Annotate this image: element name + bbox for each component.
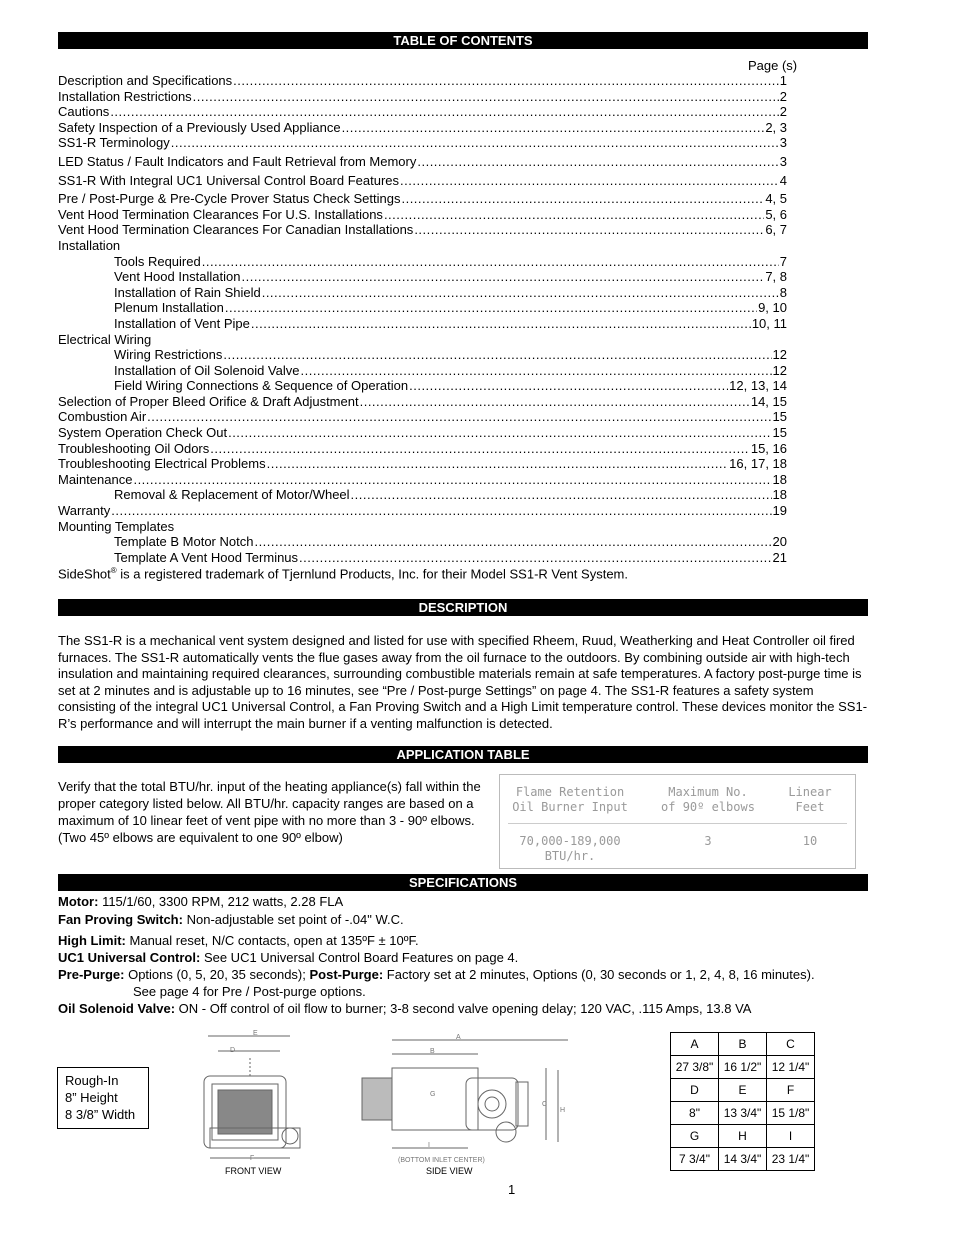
toc-entry-page: 8 [779,284,787,300]
toc-entry-title: Description and Specifications [58,73,233,88]
toc-entry-page: 4 [779,172,787,188]
toc-leader-dots [241,269,764,285]
toc-leader-dots [147,409,771,425]
toc-entry-page: 7 [779,253,787,269]
toc-leader-dots [351,487,772,503]
dimension-letter: A [671,1033,719,1056]
toc-entry-title: Warranty [58,503,111,519]
label-c: C [542,1101,548,1108]
toc-entry [58,347,787,363]
dimension-letter: C [767,1033,815,1056]
toc-entry [58,104,787,120]
toc-entry-page: 2 [779,104,787,120]
side-view-caption: SIDE VIEW [426,1166,473,1176]
toc-entry [58,409,787,425]
dimension-value: 27 3/8" [671,1056,719,1079]
toc-entry [58,191,787,207]
front-view-drawing [190,1028,310,1166]
toc-leader-dots [400,173,779,189]
dimension-letter: G [671,1125,719,1148]
table-row [671,1079,815,1102]
toc-entry-title: Template A Vent Hood Terminus [114,549,299,565]
spec-motor: Motor: 115/1/60, 3300 RPM, 212 watts, 2.28 FLA [58,894,344,909]
toc-leader-dots [171,135,779,151]
toc-entry-page: 18 [772,471,787,487]
toc-entry-page: 3 [779,135,787,151]
toc-entry [58,363,787,379]
toc-entry [58,207,787,223]
dimension-letter: E [719,1079,767,1102]
application-capacity-table [499,774,856,869]
toc-entry [58,425,787,441]
toc-leader-dots [254,534,771,550]
toc-entry-title: SS1-R With Integral UC1 Universal Control Board Features [58,172,400,188]
toc-entry-title: Troubleshooting Electrical Problems [58,456,266,472]
toc-entry-title: Pre / Post-Purge & Pre-Cycle Prover Status Check Settings [58,191,401,207]
label-f: F [250,1155,255,1162]
spec-fan-proving: Fan Proving Switch: Non-adjustable set point of -.04" W.C. [58,912,404,927]
toc-entry-title: Maintenance [58,471,133,487]
toc-entry-page: 21 [772,549,787,565]
front-view-caption: FRONT VIEW [225,1166,282,1176]
toc-entry-page: 12 [772,362,787,378]
toc-leader-dots [202,254,779,270]
table-divider [508,823,847,824]
toc-entry [58,254,787,270]
toc-entry [58,135,787,151]
toc-leader-dots [300,363,771,379]
dimension-value: 12 1/4" [767,1056,815,1079]
toc-entry [58,154,787,170]
toc-entry-title: Installation of Rain Shield [114,284,261,300]
toc-entry-page: 9, 10 [758,300,787,316]
toc-entry [58,503,787,519]
toc-leader-dots [417,154,778,170]
toc-entry [58,378,787,394]
table-row [671,1125,815,1148]
side-view-drawing [358,1030,573,1166]
col2-header: Maximum No. of 90º elbows [661,785,755,814]
toc-entry [58,487,787,503]
col2-value: 3 [704,834,712,848]
toc-entry-page: 12, 13, 14 [729,378,787,394]
spec-uc1: UC1 Universal Control: See UC1 Universal Control Board Features on page 4. [58,950,519,965]
toc-entry-title: Installation of Oil Solenoid Valve [114,362,300,378]
col1-value: 70,000-189,000 BTU/hr. [519,834,621,863]
trademark-note: SideShot® is a registered trademark of Tjernlund Products, Inc. for their Model SS1-R Vent System. [58,566,628,582]
label-g: G [430,1091,436,1098]
toc-entry [58,394,787,410]
table-row [671,1033,815,1056]
toc-entry-title: Safety Inspection of a Previously Used Appliance [58,119,341,135]
toc-entry-page: 15 [772,425,787,441]
label-i: I [428,1142,430,1149]
col3-value: 10 [802,834,818,848]
table-of-contents [58,73,787,565]
toc-leader-dots [193,89,779,105]
label-e: E [253,1030,258,1037]
toc-entry-title: Vent Hood Installation [114,269,241,285]
toc-entry-page: 12 [772,347,787,363]
toc-entry-title: Vent Hood Termination Clearances For Canadian Installations [58,222,414,238]
toc-entry-title: LED Status / Fault Indicators and Fault Retrieval from Memory [58,153,417,169]
toc-entry-title: Selection of Proper Bleed Orifice & Draft Adjustment [58,393,359,409]
toc-entry-title: Removal & Replacement of Motor/Wheel [114,487,350,503]
toc-entry [58,332,787,348]
spec-oil-valve: Oil Solenoid Valve: ON - Off control of oil flow to burner; 3-8 second valve opening delay; 120 VAC, .115 Amps, 13.8 VA [58,1001,752,1016]
toc-entry-page: 1 [779,73,787,88]
toc-leader-dots [210,441,750,457]
toc-leader-dots [262,285,779,301]
toc-leader-dots [233,73,779,89]
toc-entry-page: 18 [772,487,787,503]
label-b: B [430,1048,435,1055]
spec-purge: Pre-Purge: Options (0, 5, 20, 35 seconds); Post-Purge: Factory set at 2 minutes, Options (0, 30 seconds or 1, 2, 4, 8, 16 minutes). [58,967,815,982]
toc-entry-page: 20 [772,534,787,550]
toc-page-label: Page (s) [748,58,798,73]
toc-leader-dots [342,120,765,136]
toc-entry-page: 7, 8 [765,269,787,285]
dimension-value: 8" [671,1102,719,1125]
toc-leader-dots [267,456,729,472]
toc-leader-dots [360,394,750,410]
toc-entry-title: Field Wiring Connections & Sequence of Operation [114,378,409,394]
toc-entry-page: 6, 7 [765,222,787,238]
toc-entry [58,285,787,301]
application-header: APPLICATION TABLE [58,746,868,763]
toc-leader-dots [409,378,728,394]
toc-entry-page: 10, 11 [751,315,787,331]
rough-in-box: Rough-In 8” Height 8 3/8” Width [57,1067,149,1129]
toc-entry [58,238,787,254]
toc-leader-dots [251,316,751,332]
toc-entry-title: Template B Motor Notch [114,534,254,550]
toc-entry [58,534,787,550]
toc-entry [58,519,787,535]
toc-entry-page: 4, 5 [765,191,787,207]
dimension-letter: I [767,1125,815,1148]
toc-entry-page: 16, 17, 18 [729,456,787,472]
col3-header: Linear Feet [788,785,832,814]
toc-entry-title: Installation [58,237,121,253]
toc-leader-dots [414,222,764,238]
toc-leader-dots [384,207,764,223]
specifications-header: SPECIFICATIONS [58,874,868,891]
toc-entry [58,441,787,457]
toc-entry-title: Cautions [58,104,110,120]
dimension-value: 13 3/4" [719,1102,767,1125]
application-text: Verify that the total BTU/hr. input of the heating appliance(s) fall within the proper category listed below. All BTU/hr. capacity ranges are based on a maximum of 10 linear feet of vent pipe with no more than 3 - 90º elbows. (Two 45º elbows are equivalent to one 90º elbow) [58,779,481,845]
dimension-value: 16 1/2" [719,1056,767,1079]
toc-entry-page: 5, 6 [765,206,787,222]
toc-entry-title: Combustion Air [58,409,147,425]
spec-high-limit: High Limit: Manual reset, N/C contacts, open at 135ºF ± 10ºF. [58,933,419,948]
table-row [671,1056,815,1079]
toc-leader-dots [299,550,771,566]
toc-entry [58,316,787,332]
dimension-value: 14 3/4" [719,1148,767,1171]
table-row [671,1148,815,1171]
toc-entry-page: 15 [772,409,787,425]
toc-header: TABLE OF CONTENTS [58,32,868,49]
label-d: D [230,1047,236,1054]
dimension-letter: D [671,1079,719,1102]
toc-entry [58,269,787,285]
toc-leader-dots [223,347,771,363]
toc-entry [58,89,787,105]
toc-leader-dots [401,191,764,207]
label-a: A [456,1034,461,1041]
toc-leader-dots [110,104,778,120]
toc-entry [58,120,787,136]
toc-entry-page: 15, 16 [750,440,787,456]
toc-entry [58,173,787,189]
dimension-letter: B [719,1033,767,1056]
toc-entry [58,550,787,566]
toc-leader-dots [225,300,757,316]
toc-entry-title: System Operation Check Out [58,425,228,441]
toc-entry-title: Vent Hood Termination Clearances For U.S. Installations [58,206,383,222]
toc-entry-page: 19 [772,503,787,519]
toc-entry-title: Wiring Restrictions [114,347,223,363]
bottom-inlet-label: (BOTTOM INLET CENTER) [398,1157,485,1164]
description-text: The SS1-R is a mechanical vent system designed and listed for use with specified Rheem, Ruud, Weatherking and Heat Controller oil fired furnaces. The SS1-R automatically vents the flue gases away from the oil furnace to the outdoors. By combining outside air with high-tech insulation and maintaining required clearances, surrounding combustible materials remain at safe temperatures. A factory post-purge time is set at 2 minutes and is adjustable up to 16 minutes, see “Pre / Post-purge Settings” on page 4. The SS1-R features a safety system consisting of the integral UC1 Universal Control, a Fan Proving Switch and a High Limit temperature control. These devices monitor the SS1-R’s performance and will interrupt the main burner if a venting malfunction is detected. [58,633,868,731]
toc-entry-title: Tools Required [114,253,201,269]
toc-entry-page: 14, 15 [750,393,787,409]
page-number: 1 [508,1182,516,1197]
dimension-value: 7 3/4" [671,1148,719,1171]
toc-entry-title: SS1-R Terminology [58,135,170,151]
toc-entry-title: Installation of Vent Pipe [114,315,250,331]
toc-entry-title: Mounting Templates [58,518,175,534]
dimension-letter: F [767,1079,815,1102]
toc-entry [58,73,787,89]
description-header: DESCRIPTION [58,599,868,616]
toc-entry [58,472,787,488]
label-h: H [560,1107,566,1114]
spec-purge-note: See page 4 for Pre / Post-purge options. [133,984,366,999]
toc-entry [58,222,787,238]
toc-leader-dots [111,503,771,519]
toc-entry-page: 3 [779,153,787,169]
toc-entry-title: Electrical Wiring [58,331,152,347]
toc-leader-dots [133,472,771,488]
toc-entry [58,300,787,316]
dimension-value: 15 1/8" [767,1102,815,1125]
toc-entry-title: Installation Restrictions [58,88,192,104]
dimension-value: 23 1/4" [767,1148,815,1171]
toc-entry-page: 2, 3 [765,119,787,135]
dimension-letter: H [719,1125,767,1148]
toc-entry-title: Plenum Installation [114,300,224,316]
toc-entry-page: 2 [779,88,787,104]
toc-leader-dots [228,425,771,441]
toc-entry [58,456,787,472]
dimensions-table [670,1032,815,1171]
table-row [671,1102,815,1125]
col1-header: Flame Retention Oil Burner Input [512,785,628,814]
toc-entry-title: Troubleshooting Oil Odors [58,440,210,456]
